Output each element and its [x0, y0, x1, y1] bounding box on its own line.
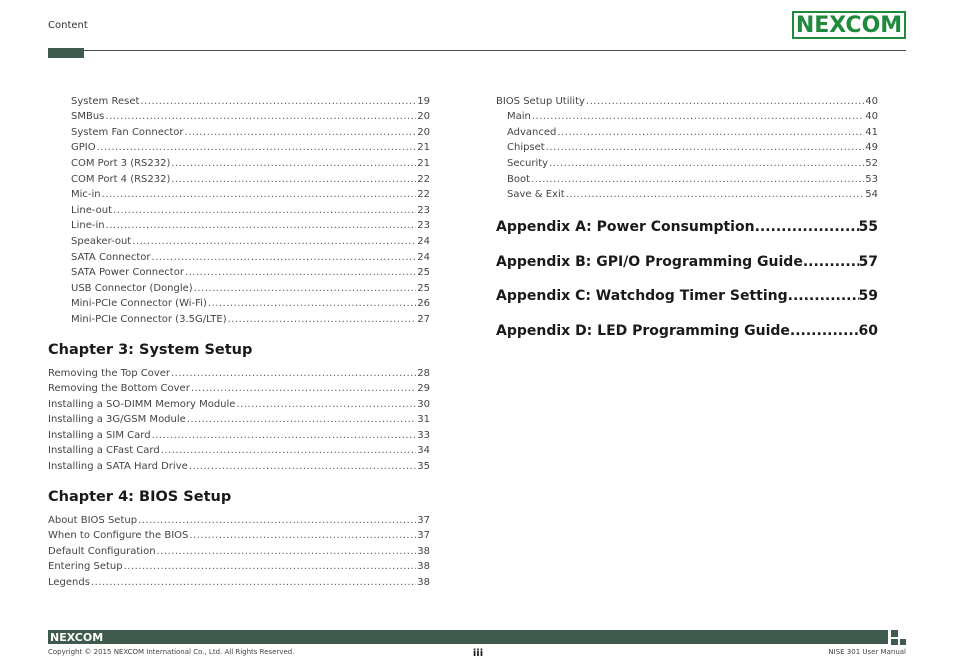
toc-entry-page: 21: [417, 142, 430, 154]
toc-leader-dots: [161, 445, 417, 457]
toc-entry[interactable]: [48, 395, 430, 411]
toc-leader-dots: [138, 515, 416, 527]
toc-entry-title: Main: [507, 111, 531, 123]
toc-leader-dots: [152, 430, 417, 442]
toc-group-appendices: [496, 215, 878, 339]
toc-entry-title: Save & Exit: [507, 189, 565, 201]
toc-entry-page: 22: [417, 189, 430, 201]
toc-entry-page: 25: [417, 267, 430, 279]
toc-entry-title: Installing a CFast Card: [48, 445, 160, 457]
toc-leader-dots: [191, 383, 416, 395]
footer-bar: [48, 630, 888, 644]
toc-entry-title: Installing a SATA Hard Drive: [48, 461, 188, 473]
toc-leader-dots: [157, 546, 417, 558]
toc-entry-page: 40: [865, 111, 878, 123]
toc-entry-title: Chipset: [507, 142, 545, 154]
toc-entry-title: SATA Connector: [71, 251, 151, 263]
toc-leader-dots: [755, 219, 859, 235]
toc-leader-dots: [132, 236, 416, 248]
toc-entry-title: GPIO: [71, 142, 96, 154]
toc-entry-page: 27: [417, 313, 430, 325]
toc-entry-page: 38: [417, 561, 430, 573]
toc-entry-title: Security: [507, 157, 549, 169]
toc-entry[interactable]: [48, 511, 430, 527]
toc-leader-dots: [171, 158, 416, 170]
toc-leader-dots: [790, 323, 859, 339]
header-section-label: Content: [48, 20, 88, 31]
toc-entry-title: When to Configure the BIOS: [48, 530, 189, 542]
toc-leader-dots: [171, 174, 416, 186]
toc-leader-dots: [531, 174, 864, 186]
toc-leader-dots: [586, 96, 864, 108]
toc-entry[interactable]: [496, 170, 878, 186]
toc-entry[interactable]: [48, 232, 430, 248]
toc-entry[interactable]: [48, 442, 430, 458]
toc-entry-title: System Fan Connector: [71, 126, 184, 138]
toc-entry-page: 38: [417, 545, 430, 557]
footer-square-decoration: [891, 630, 898, 637]
toc-entry-title: Installing a 3G/GSM Module: [48, 414, 186, 426]
logo-text: NEXCOM: [795, 12, 903, 38]
toc-entry[interactable]: [48, 310, 430, 326]
toc-leader-dots: [105, 111, 416, 123]
toc-leader-dots: [171, 368, 416, 380]
toc-entry-page: 40: [865, 95, 878, 107]
toc-entry-page: 35: [417, 461, 430, 473]
toc-leader-dots: [187, 414, 416, 426]
toc-entry-title: Boot: [507, 173, 531, 185]
toc-entry-title: USB Connector (Dongle): [71, 282, 193, 294]
toc-entry[interactable]: [48, 364, 430, 380]
toc-entry-title: Installing a SO-DIMM Memory Module: [48, 398, 236, 410]
toc-leader-dots: [228, 314, 417, 326]
toc-entry-title: Line-out: [71, 204, 113, 216]
toc-entry[interactable]: [48, 558, 430, 574]
toc-entry-title: Advanced: [507, 126, 557, 138]
toc-entry-title: Mini-PCIe Connector (3.5G/LTE): [71, 313, 227, 325]
toc-leader-dots: [102, 189, 417, 201]
appendix-page: 59: [858, 288, 878, 305]
toc-entry-page: 21: [417, 157, 430, 169]
appendix-entry[interactable]: [496, 284, 878, 304]
toc-entry-title: Entering Setup: [48, 561, 123, 573]
toc-entry-title: COM Port 3 (RS232): [71, 157, 171, 169]
toc-entry-page: 33: [417, 429, 430, 441]
footer-square-decoration: [891, 639, 898, 645]
chapter-4-heading[interactable]: Chapter 4: BIOS Setup: [48, 489, 232, 506]
toc-entry-title: Speaker-out: [71, 235, 132, 247]
toc-group-chapter-4: [48, 511, 430, 589]
toc-entry[interactable]: [48, 170, 430, 186]
toc-entry-page: 41: [865, 126, 878, 138]
toc-leader-dots: [208, 298, 416, 310]
toc-entry-page: 29: [417, 383, 430, 395]
toc-entry[interactable]: [48, 92, 430, 108]
toc-entry-page: 30: [417, 398, 430, 410]
toc-entry[interactable]: [496, 154, 878, 170]
toc-leader-dots: [97, 142, 417, 154]
toc-leader-dots: [124, 561, 417, 573]
toc-entry[interactable]: [496, 108, 878, 124]
toc-entry-title: Removing the Bottom Cover: [48, 383, 190, 395]
toc-entry-title: System Reset: [71, 95, 140, 107]
appendix-title: Appendix C: Watchdog Timer Setting: [496, 288, 788, 305]
toc-entry[interactable]: [48, 264, 430, 280]
toc-leader-dots: [532, 111, 864, 123]
appendix-page: 57: [858, 253, 878, 270]
toc-entry[interactable]: [48, 426, 430, 442]
footer-manual-title: NISE 301 User Manual: [828, 648, 906, 656]
footer-page-number: iii: [472, 648, 484, 659]
toc-entry-page: 24: [417, 251, 430, 263]
footer-square-decoration: [900, 639, 906, 645]
appendix-entry[interactable]: [496, 215, 878, 235]
toc-entry[interactable]: [496, 123, 878, 139]
toc-entry[interactable]: [48, 542, 430, 558]
chapter-3-heading[interactable]: Chapter 3: System Setup: [48, 341, 253, 358]
toc-right-column: [496, 92, 878, 354]
toc-entry[interactable]: [48, 295, 430, 311]
toc-left-column: [48, 92, 430, 589]
toc-entry[interactable]: [48, 527, 430, 543]
header-rule: [48, 50, 906, 51]
toc-entry-page: 20: [417, 126, 430, 138]
toc-leader-dots: [788, 288, 859, 304]
toc-entry[interactable]: [48, 380, 430, 396]
toc-entry[interactable]: [48, 248, 430, 264]
toc-entry[interactable]: [496, 186, 878, 202]
toc-entry-page: 49: [865, 142, 878, 154]
toc-entry-title: Default Configuration: [48, 545, 156, 557]
toc-leader-dots: [189, 530, 416, 542]
toc-entry[interactable]: [48, 573, 430, 589]
toc-entry-page: 54: [865, 189, 878, 201]
toc-entry-title: Mini-PCIe Connector (Wi-Fi): [71, 298, 207, 310]
toc-entry-page: 53: [865, 173, 878, 185]
toc-entry-title: About BIOS Setup: [48, 514, 138, 526]
toc-entry[interactable]: [48, 217, 430, 233]
toc-entry-page: 23: [417, 220, 430, 232]
toc-group-chapter-3: [48, 364, 430, 473]
toc-leader-dots: [91, 577, 416, 589]
toc-leader-dots: [566, 189, 865, 201]
toc-leader-dots: [549, 158, 864, 170]
appendix-title: Appendix B: GPI/O Programming Guide: [496, 253, 803, 270]
toc-leader-dots: [140, 96, 416, 108]
appendix-entry[interactable]: [496, 319, 878, 339]
toc-entry-page: 25: [417, 282, 430, 294]
toc-entry-title: Mic-in: [71, 189, 101, 201]
toc-entry-title: SMBus: [71, 111, 105, 123]
toc-entry[interactable]: [48, 201, 430, 217]
toc-group-bios-sub: [496, 108, 878, 202]
appendix-entry[interactable]: [496, 250, 878, 270]
toc-leader-dots: [185, 127, 417, 139]
toc-leader-dots: [803, 254, 859, 270]
appendix-title: Appendix A: Power Consumption: [496, 219, 755, 236]
toc-entry[interactable]: [48, 411, 430, 427]
toc-leader-dots: [546, 142, 865, 154]
toc-entry-page: 20: [417, 111, 430, 123]
toc-entry[interactable]: [48, 457, 430, 473]
nexcom-logo: [792, 11, 906, 39]
toc-entry[interactable]: [496, 139, 878, 155]
toc-leader-dots: [236, 399, 416, 411]
toc-leader-dots: [113, 205, 416, 217]
toc-entry-page: 31: [417, 414, 430, 426]
toc-leader-dots: [194, 283, 417, 295]
toc-entry-bios-setup-utility[interactable]: [496, 92, 878, 108]
toc-entry-page: 38: [417, 577, 430, 589]
toc-entry[interactable]: [48, 123, 430, 139]
toc-leader-dots: [185, 267, 416, 279]
footer-copyright: Copyright © 2015 NEXCOM International Co., Ltd. All Rights Reserved.: [48, 648, 295, 656]
footer-nexcom-logo: NEXCOM: [50, 631, 104, 644]
toc-entry[interactable]: [48, 186, 430, 202]
toc-entry-title: SATA Power Connector: [71, 267, 184, 279]
toc-entry-title: BIOS Setup Utility: [496, 95, 585, 107]
appendix-page: 55: [858, 219, 878, 236]
toc-entry-page: 24: [417, 235, 430, 247]
toc-entry-page: 37: [417, 514, 430, 526]
toc-leader-dots: [152, 252, 417, 264]
toc-entry-title: Installing a SIM Card: [48, 429, 151, 441]
toc-entry-title: Legends: [48, 577, 90, 589]
toc-leader-dots: [189, 461, 416, 473]
toc-entry-title: Removing the Top Cover: [48, 367, 170, 379]
toc-entry-page: 22: [417, 173, 430, 185]
toc-entry-title: COM Port 4 (RS232): [71, 173, 171, 185]
header-tab-block: [48, 48, 84, 58]
appendix-title: Appendix D: LED Programming Guide: [496, 322, 790, 339]
toc-entry-page: 34: [417, 445, 430, 457]
toc-entry[interactable]: [48, 279, 430, 295]
toc-leader-dots: [557, 127, 864, 139]
toc-entry-page: 28: [417, 367, 430, 379]
appendix-page: 60: [858, 322, 878, 339]
toc-entry[interactable]: [48, 108, 430, 124]
toc-entry-page: 26: [417, 298, 430, 310]
toc-entry[interactable]: [48, 139, 430, 155]
toc-entry-title: Line-in: [71, 220, 105, 232]
toc-entry[interactable]: [48, 154, 430, 170]
toc-entry-page: 37: [417, 530, 430, 542]
toc-entry-page: 19: [417, 95, 430, 107]
toc-entry-page: 52: [865, 157, 878, 169]
toc-leader-dots: [106, 220, 417, 232]
toc-entry-page: 23: [417, 204, 430, 216]
toc-group-connectors: [48, 92, 430, 326]
